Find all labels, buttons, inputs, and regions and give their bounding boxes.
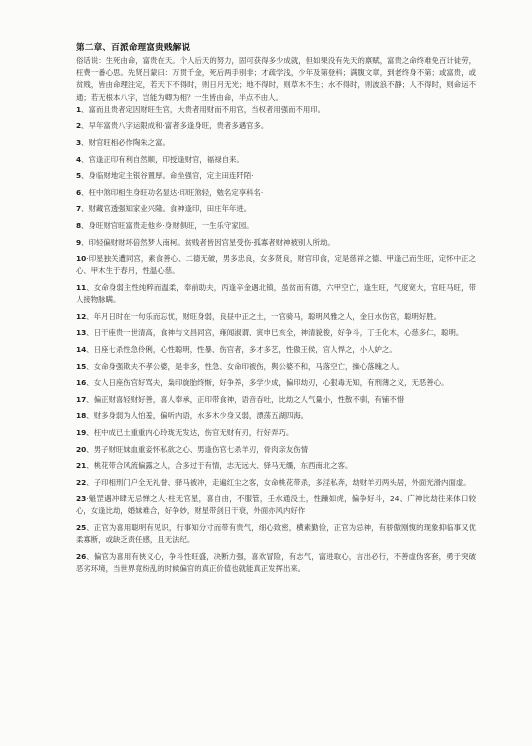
list-item (76, 493, 476, 517)
list-item-text: 、富而且贵者定因财旺生官，大贵者用财而不用官，当权者用强而不用印。 (81, 104, 326, 114)
list-item-number: 9 (76, 237, 82, 247)
list-item-number: 19 (76, 427, 87, 437)
list-item-text: 、偏官为喜用有俠义心，争斗性旺盛，决断力强，喜欢冒险，有志气，富进取心，言出必行，不善虚伪客套，勇于突破恶劣环境，当世界竟纷乱的时候偏官的真正价值也就能真正发挥出来。 (76, 551, 476, 574)
list-item-text: 、日干座贵一世清高，食神与文昌同宫，雍闻淑谓、寅申巳亥全，神清貌俊，好争斗，丁壬化木，心慈多仁，聪明。 (86, 328, 464, 338)
list-item-text: 、女命身强欺夫不孝公婆，是非多，性急、女命印被伤，舆公婆不和，马落空亡，操心落魄之人。 (86, 361, 405, 371)
document-content (76, 42, 476, 580)
list-item-number: 6 (76, 187, 82, 197)
list-item-number: 4 (76, 154, 82, 164)
list-item-text: 、日座七杀性急伶俐，心性聪明，性暴、伤官者，多才多艺，性傲王侯，官人悍之，小人妒之。 (86, 344, 397, 354)
list-item-text: 、女人日座伤官好骂夫，枭印旋胎终惭，好争养，多学少成，偏印劫刃，心狠毒无知，有刑薄之义，无恶善心。 (86, 378, 449, 388)
list-item-text: 、财多身弱为人怕羞，偏听内语，水多木少身又弱，漂荡五湖四海。 (86, 411, 309, 421)
list-item-text: 、桃花带合风流偏露之人，合多过于有情，志无远大、驿马无缰，东西南北之客。 (86, 461, 353, 471)
list-item-number: 7 (76, 204, 82, 214)
list-item-number: 3 (76, 138, 82, 147)
list-item (76, 104, 476, 116)
list-item (76, 203, 476, 215)
list-item (76, 444, 476, 456)
list-item-number: 16 (76, 378, 87, 388)
list-item-number: 15 (76, 361, 87, 371)
list-item-text: 、官逢正印有利自然顺，印授逢财官，福禄自来。 (81, 154, 244, 164)
list-item-text: 、偏正财喜轻财好善，喜人奉承，正印带食神，语音吞吐，比劫之人气量小，性散不驯，有铺不惜 (86, 394, 405, 404)
list-item (76, 220, 476, 232)
list-item (76, 427, 476, 439)
list-item-text: 、子印相刑门户全无礼誉、驿马被冲，走遍红尘之客，女命桃花带杀，多淫私奔，劫财羊刃两头居，外面光滑内面虚。 (86, 477, 471, 487)
list-item-text: 、女命身弱主性纯粹而温柔，奉前助夫，丙逢辛金遇北镇，虽贫而有德，六甲空亡，逢生旺，气度宽大，官旺马旺，带人接物脉瞒。 (76, 282, 476, 305)
list-item (76, 253, 476, 277)
list-item (76, 154, 476, 166)
list-item-text: 、印轻偏财财坏倍然梦人南柯。贫贱者皆因官星受伤·孤寡者财神被别人所劫。 (81, 237, 335, 247)
list-item (76, 187, 476, 199)
list-item (76, 327, 476, 339)
list-item-number: 11 (76, 282, 87, 292)
list-item-number: 12 (76, 311, 87, 321)
list-item-number: 2 (76, 121, 82, 131)
list-item-number: 18 (76, 411, 87, 421)
list-item-text: 、男子财旺妹血重妾怀私欲之心、男逢伤官七杀羊刃，骨肉亲友伤情 (86, 444, 309, 454)
list-item-text: 、财官旺相必作陶朱之富。 (81, 138, 170, 147)
list-item-number: 21 (76, 461, 87, 471)
list-item-number: 10 (76, 254, 87, 264)
list-item-text: 、身临财地定主银谷置厚。命坐强官，定主田连阡陌· (81, 171, 254, 181)
list-item (76, 410, 476, 422)
list-item (76, 282, 476, 306)
list-item-number: 13 (76, 328, 87, 338)
list-item-number: 23 (76, 494, 87, 504)
list-item-text: 、枉中煞印相生身旺功名显达·印旺煞轻，勉名定享科名· (81, 187, 264, 197)
list-item-number: 26 (76, 551, 87, 561)
list-item (76, 460, 476, 472)
list-item (76, 137, 476, 149)
list-item (76, 394, 476, 406)
list-item-number: 25 (76, 523, 87, 533)
list-item (76, 477, 476, 489)
list-item (76, 311, 476, 323)
list-item-text: 、正官为喜用聪明有见识，行事知分寸而带有贵气，细心致密，横素勤俭，正官为忌神，有骄傲刚愎的现象抑临事又优柔寡断，或缺乏责任感，且无法纪。 (76, 523, 476, 545)
list-item-number: 14 (76, 344, 87, 354)
list-item (76, 237, 476, 249)
list-item (76, 377, 476, 389)
list-item (76, 361, 476, 373)
list-item-text: 、身旺财官旺富贵走他乡·身财俱旺，一生乐守家园。 (81, 220, 254, 230)
list-item-number: 22 (76, 477, 87, 487)
list-item-number: 1 (76, 104, 82, 114)
chapter-title: 第二章、百派命理富贵贱解说 (76, 43, 191, 53)
list-item-number: 5 (76, 171, 82, 181)
list-item (76, 522, 476, 546)
intro-paragraph: 俗话说：生死由命，富贵在天。个人后天的努力，固可获得多少成就，但如果没有先天的禀赋，富贵之命终难免百计徒劳，枉费一番心思。先贤吕蒙曰：万贯千金，死后两手别非；才疏学浅，少年及第登科；满腹文章，到老终身不第；或富贵，或贫贱，皆由命理注定，若天下不得时，则日月无光；地不得时，则草木不生；水不得时，则波浪不静；人不得时，则命运不通；若无根本八字，岂能为卿为相？一生皆由命，半点不由人。 (76, 56, 476, 102)
list-item-number: 20 (76, 444, 87, 454)
list-item (76, 344, 476, 356)
list-item-text: 、年月日时在一句乐而忘忧，财旺身弱，良昼中正之土，一官骑马，聪明风雅之人，金日水伤官，聪明好胜。 (86, 311, 442, 321)
list-item (76, 170, 476, 182)
list-item-text: 、枉中成已土重重内心玲珑无发达，伤官无财有刃，行好弄巧。 (86, 427, 294, 437)
list-item-text: 、早年富贵八字运限成和·富者多逢身旺，贵者多遇官多。 (81, 121, 269, 131)
list-item (76, 120, 476, 132)
numbered-list (76, 104, 476, 575)
list-item-number: 17 (76, 394, 87, 404)
list-item-number: 8 (76, 220, 82, 230)
list-item-text: 、财藏官透强知家业兴隆。食神逢印，田庄年年进。 (81, 204, 252, 214)
list-item-text: ·魁罡遇冲肆无忌惮之人·柱无官星，喜自由，不服管，壬水通没土，性躁如虎，偏争好斗，24、广神比劫往来体口较心，女逢比劫，婚妹难合，好争妙，财星带剑日干衰，外面亦风内好作 (76, 494, 476, 516)
list-item (76, 551, 476, 575)
list-item-text: ·印星独关遭同宫，素食善心、二德无破，男多忠良，女多贤良，财官印食，定是慈祥之德、甲逢己而生旺，定怀中正之心、甲木生于春月，性温心慈。 (76, 254, 476, 276)
